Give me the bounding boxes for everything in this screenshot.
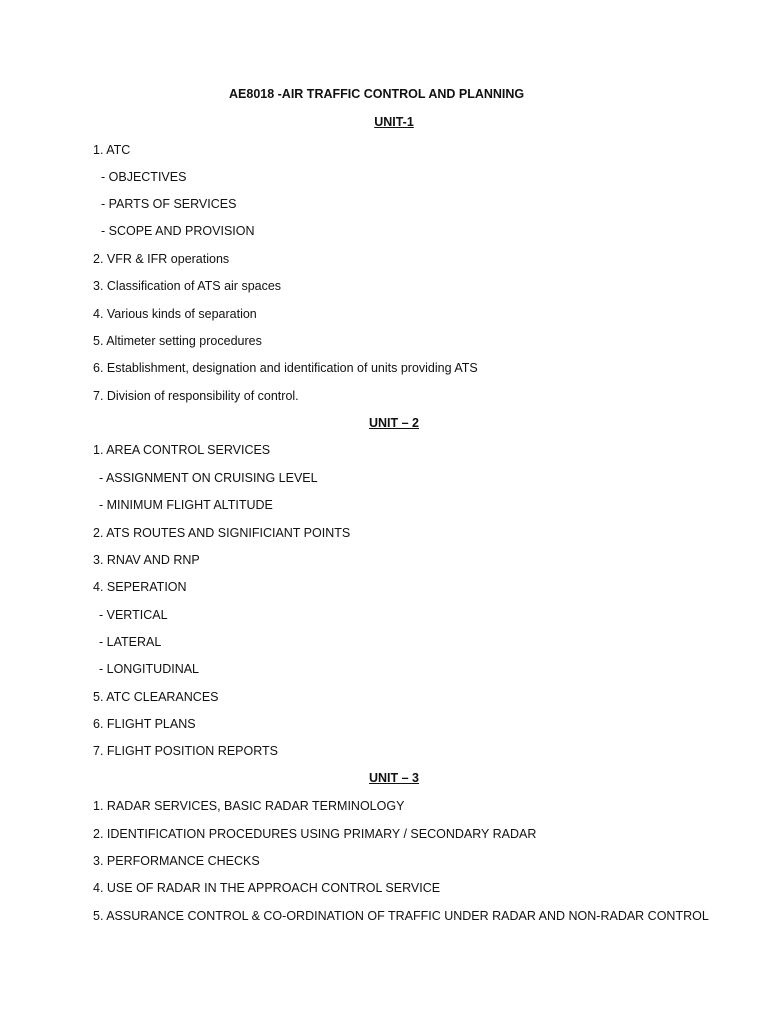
list-item: 4. USE OF RADAR IN THE APPROACH CONTROL SERVICE xyxy=(93,881,441,895)
list-item: 6. Establishment, designation and identification of units providing ATS xyxy=(93,361,478,375)
list-item: 1. ATC xyxy=(93,143,131,157)
list-item: 5. Altimeter setting procedures xyxy=(93,334,262,348)
unit-2-heading: UNIT – 2 xyxy=(368,416,419,430)
list-item: 4. Various kinds of separation xyxy=(93,307,257,321)
document-title: AE8018 -AIR TRAFFIC CONTROL AND PLANNING xyxy=(229,87,525,101)
list-item: 3. RNAV AND RNP xyxy=(93,553,200,567)
list-item: 5. ATC CLEARANCES xyxy=(93,690,219,704)
list-item: - MINIMUM FLIGHT ALTITUDE xyxy=(99,498,273,512)
list-item: 1. RADAR SERVICES, BASIC RADAR TERMINOLOGY xyxy=(93,799,405,813)
list-item: - SCOPE AND PROVISION xyxy=(101,224,255,238)
unit-1-heading: UNIT-1 xyxy=(374,115,414,129)
list-item: 2. IDENTIFICATION PROCEDURES USING PRIMARY / SECONDARY RADAR xyxy=(93,827,537,841)
list-item: - ASSIGNMENT ON CRUISING LEVEL xyxy=(99,471,318,485)
list-item: 7. FLIGHT POSITION REPORTS xyxy=(93,744,278,758)
list-item: 4. SEPERATION xyxy=(93,580,187,594)
list-item: 2. ATS ROUTES AND SIGNIFICIANT POINTS xyxy=(93,526,351,540)
list-item: 6. FLIGHT PLANS xyxy=(93,717,196,731)
unit-3-heading: UNIT – 3 xyxy=(368,771,419,785)
list-item: 5. ASSURANCE CONTROL & CO-ORDINATION OF TRAFFIC UNDER RADAR AND NON-RADAR CONTROL xyxy=(93,909,709,923)
list-item: 7. Division of responsibility of control. xyxy=(93,389,299,403)
list-item: - LATERAL xyxy=(99,635,162,649)
list-item: 3. PERFORMANCE CHECKS xyxy=(93,854,260,868)
list-item: - PARTS OF SERVICES xyxy=(101,197,237,211)
list-item: 1. AREA CONTROL SERVICES xyxy=(93,443,271,457)
list-item: - OBJECTIVES xyxy=(101,170,187,184)
list-item: 3. Classification of ATS air spaces xyxy=(93,279,282,293)
list-item: - LONGITUDINAL xyxy=(99,662,200,676)
list-item: 2. VFR & IFR operations xyxy=(93,252,230,266)
list-item: - VERTICAL xyxy=(99,608,168,622)
